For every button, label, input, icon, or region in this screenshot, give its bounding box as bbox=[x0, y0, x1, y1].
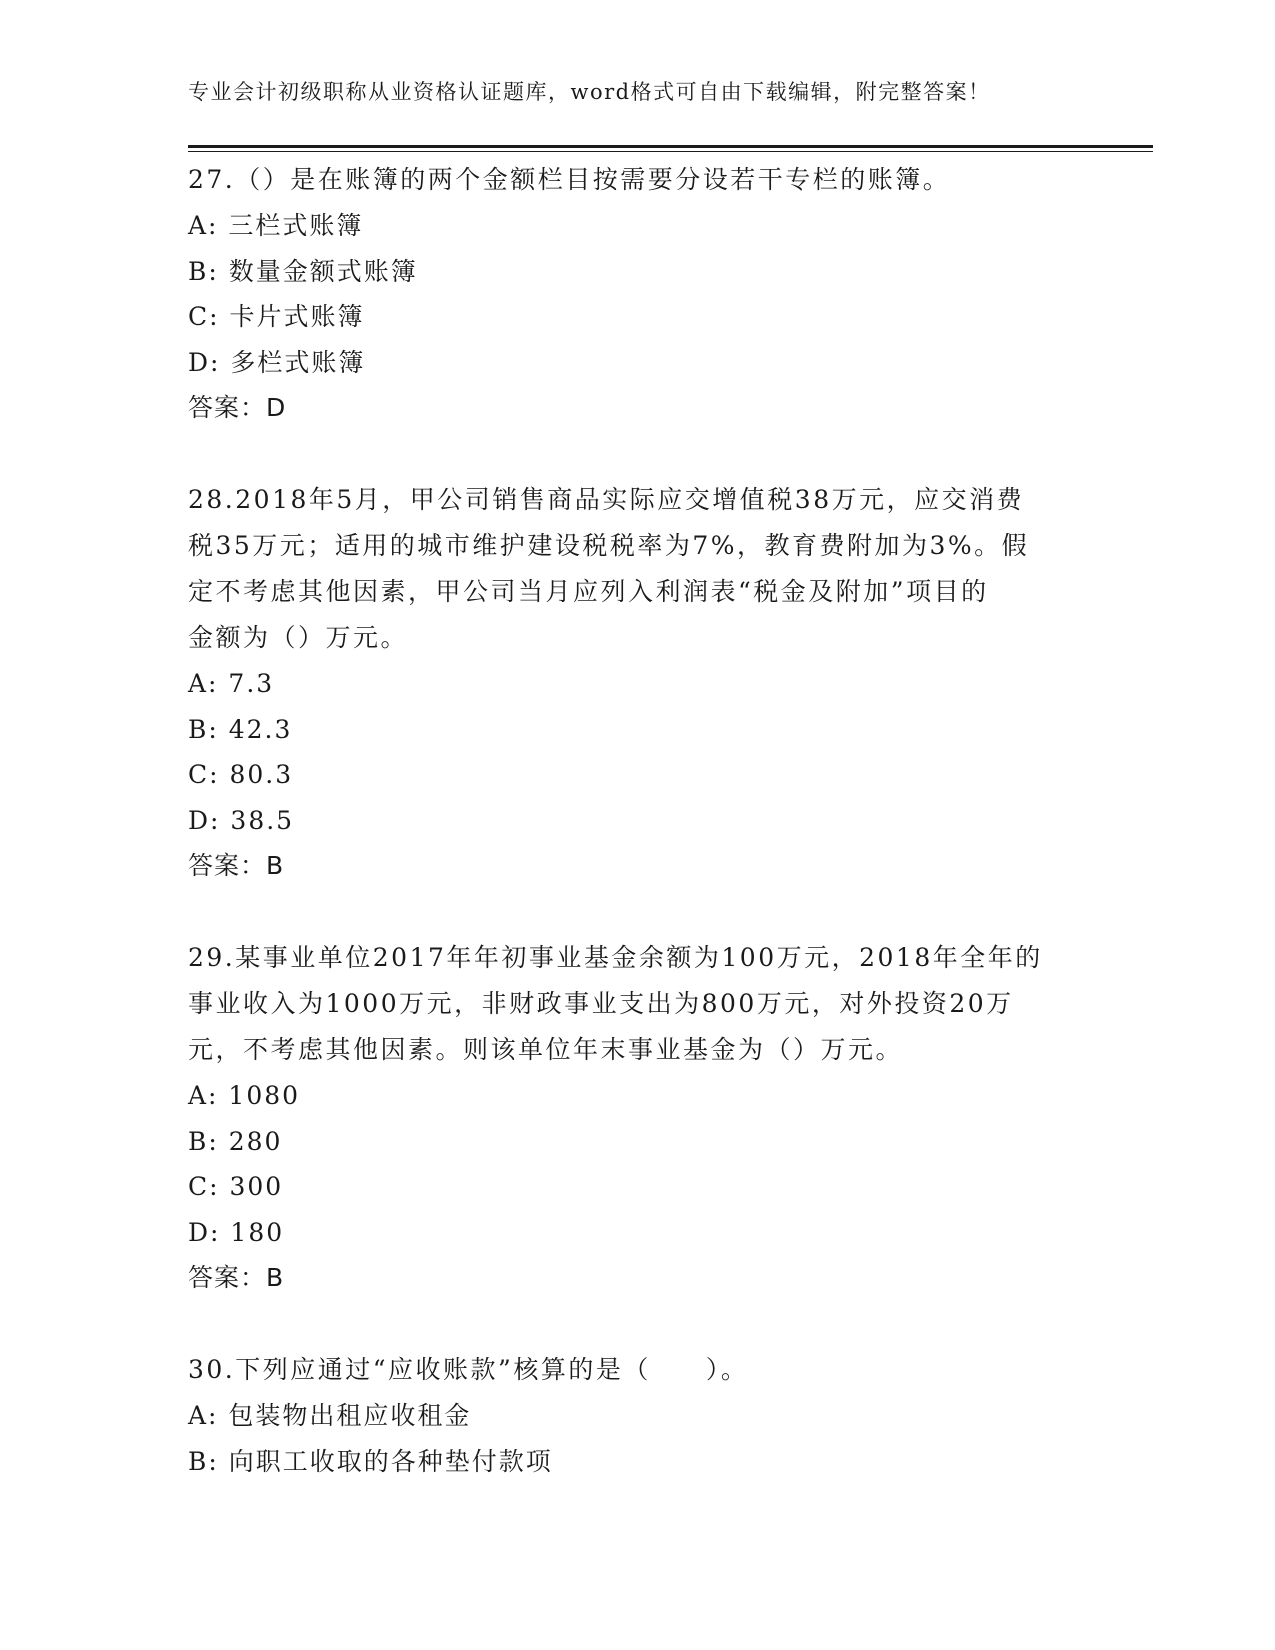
question-29 bbox=[188, 935, 1068, 1301]
option-d: D: 多栏式账簿 bbox=[188, 347, 366, 377]
page-header: 专业会计初级职称从业资格认证题库，word格式可自由下载编辑，附完整答案！ bbox=[188, 80, 991, 104]
option-a: A: 1080 bbox=[188, 1081, 301, 1110]
answer: 答案：D bbox=[188, 393, 287, 422]
option-c: C: 300 bbox=[188, 1172, 284, 1201]
option-b: B: 280 bbox=[188, 1126, 283, 1156]
option-d: D: 180 bbox=[188, 1217, 285, 1247]
question-stem-line: 定不考虑其他因素，甲公司当月应列入利润表“税金及附加”项目的 bbox=[188, 577, 989, 606]
option-a: A: 7.3 bbox=[188, 669, 275, 698]
question-stem-line: 29.某事业单位2017年年初事业基金余额为100万元，2018年全年的 bbox=[188, 943, 1043, 972]
option-b: B: 42.3 bbox=[188, 714, 293, 744]
question-30 bbox=[188, 1347, 1068, 1484]
answer: 答案：B bbox=[188, 851, 285, 880]
option-b: B: 数量金额式账簿 bbox=[188, 256, 418, 286]
question-stem-line: 事业收入为1000万元，非财政事业支出为800万元，对外投资20万 bbox=[188, 989, 1014, 1018]
option-b: B: 向职工收取的各种垫付款项 bbox=[188, 1446, 553, 1476]
question-stem-line: 28.2018年5月，甲公司销售商品实际应交增值税38万元，应交消费 bbox=[188, 485, 1025, 514]
header-rule-thin bbox=[188, 151, 1153, 152]
question-stem: 30.下列应通过“应收账款”核算的是（ ）。 bbox=[188, 1355, 749, 1384]
question-stem-line: 税35万元；适用的城市维护建设税税率为7%，教育费附加为3%。假 bbox=[188, 531, 1030, 560]
option-a: A: 三栏式账簿 bbox=[188, 211, 364, 240]
option-a: A: 包装物出租应收租金 bbox=[188, 1401, 472, 1430]
option-d: D: 38.5 bbox=[188, 805, 295, 835]
answer: 答案：B bbox=[188, 1263, 285, 1292]
question-28 bbox=[188, 477, 1068, 889]
header-rule-thick bbox=[188, 145, 1153, 148]
option-c: C: 卡片式账簿 bbox=[188, 302, 365, 331]
question-list bbox=[188, 157, 1068, 1484]
question-stem-line: 金额为（）万元。 bbox=[188, 623, 409, 652]
option-c: C: 80.3 bbox=[188, 760, 294, 789]
question-stem: 27.（）是在账簿的两个金额栏目按需要分设若干专栏的账簿。 bbox=[188, 165, 951, 194]
question-stem-line: 元，不考虑其他因素。则该单位年末事业基金为（）万元。 bbox=[188, 1035, 904, 1064]
question-27 bbox=[188, 157, 1068, 431]
